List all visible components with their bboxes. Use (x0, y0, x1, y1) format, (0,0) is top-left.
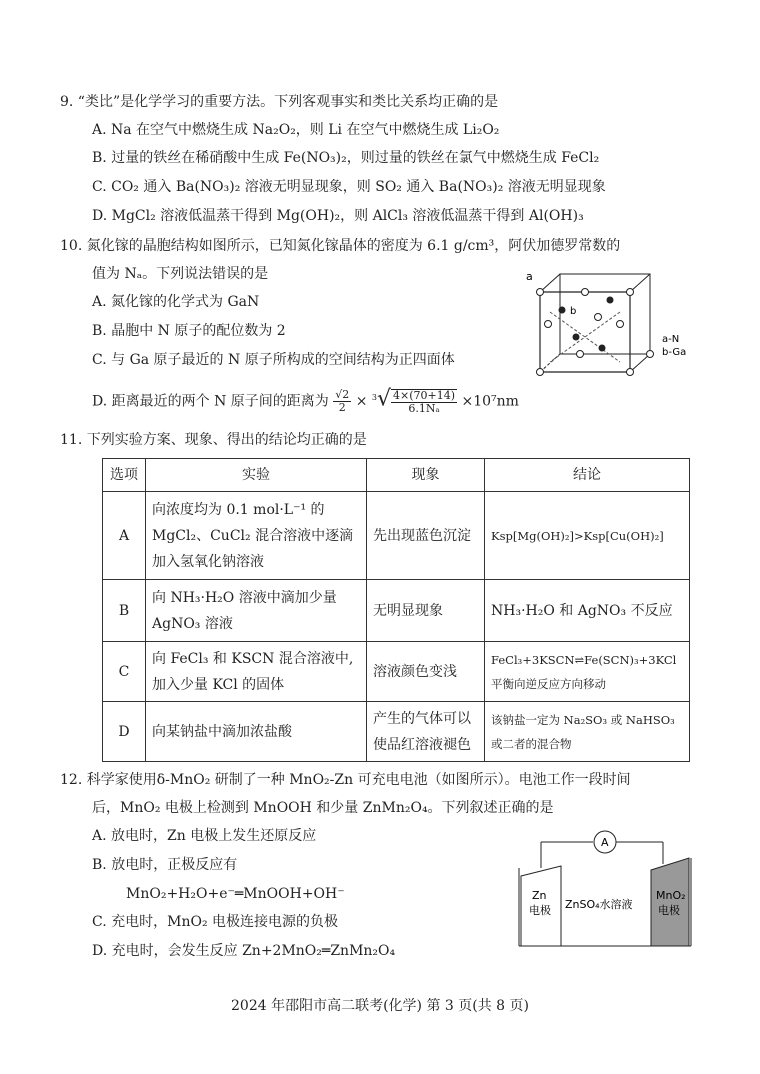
row-b-conclusion: NH₃·H₂O 和 AgNO₃ 不反应 (485, 580, 690, 642)
row-a-experiment: 向浓度均为 0.1 mol·L⁻¹ 的 MgCl₂、CuCl₂ 混合溶液中逐滴加入氢氧化钠溶液 (146, 492, 367, 580)
q10-d-frac1: $\frac{√2}{2}$ (335, 388, 350, 415)
q12-stem-cont: 后，MnO₂ 电极上检测到 MnOOH 和少量 ZnMn₂O₄。下列叙述正确的是 (92, 800, 554, 816)
q10-d-times: × (355, 393, 368, 410)
q12-option-d: D. 充电时，会发生反应 Zn+2MnO₂═ZnMn₂O₄ (92, 943, 396, 959)
q11-stem: 11. 下列实验方案、现象、得出的结论均正确的是 (60, 432, 367, 448)
q12-option-c: C. 充电时，MnO₂ 电极连接电源的负极 (92, 914, 339, 930)
header-option: 选项 (103, 459, 146, 492)
q11-table (102, 458, 690, 762)
mno2-electrode-label: MnO₂ (656, 889, 686, 902)
row-b-experiment: 向 NH₃·H₂O 溶液中滴加少量 AgNO₃ 溶液 (146, 580, 367, 642)
q10-stem: 10. 氮化镓的晶胞结构如图所示，已知氮化镓晶体的密度为 6.1 g/cm³，阿伏加德罗常数的 (60, 238, 621, 254)
q10-d-frac2: $\frac{4\times(70+14)}{\text{6.1Nₐ}}$ (393, 388, 456, 415)
row-d-phenomenon: 产生的气体可以使品红溶液褪色 (367, 702, 485, 762)
q10-stem-cont: 值为 Nₐ。下列说法错误的是 (92, 266, 269, 282)
crystal-cell-figure (520, 262, 700, 382)
legend-a: a-N (662, 334, 680, 345)
table-row (103, 642, 690, 702)
row-d-conclusion: 该钠盐一定为 Na₂SO₃ 或 NaHSO₃ 或二者的混合物 (485, 702, 690, 762)
mno2-electrode-label-2: 电极 (658, 904, 680, 917)
header-phenomenon: 现象 (367, 459, 485, 492)
q9-stem: 9. “类比”是化学学习的重要方法。下列客观事实和类比关系均正确的是 (60, 94, 499, 110)
q10-d-suffix: ×10⁷nm (461, 393, 519, 410)
electrolyte-label: ZnSO₄水溶液 (565, 898, 633, 911)
battery-figure (515, 828, 695, 953)
q12-option-b-equation: MnO₂+H₂O+e⁻═MnOOH+OH⁻ (126, 886, 345, 902)
q10-d-root-index: 3 (371, 393, 377, 402)
q10-option-d: D. 距离最近的两个 N 原子间的距离为 $\frac{√2}{2}$ × $^3$√ $\frac{4\times(70+14)}{\text{6.1Nₐ}}$ ×10⁷nm (92, 386, 519, 415)
q10-option-b: B. 晶胞中 N 原子的配位数为 2 (92, 323, 286, 339)
row-c-phenomenon: 溶液颜色变浅 (367, 642, 485, 702)
ammeter-label: A (601, 836, 609, 849)
row-c-experiment: 向 FeCl₃ 和 KSCN 混合溶液中,加入少量 KCl 的固体 (146, 642, 367, 702)
fig-label-b: b (570, 306, 577, 317)
header-conclusion: 结论 (485, 459, 690, 492)
row-c-option: C (103, 642, 146, 702)
zn-electrode-label: Zn (532, 889, 547, 902)
row-a-option: A (103, 492, 146, 580)
q10-d-prefix: D. 距离最近的两个 N 原子间的距离为 (92, 393, 329, 410)
row-b-phenomenon: 无明显现象 (367, 580, 485, 642)
row-b-option: B (103, 580, 146, 642)
legend-b: b-Ga (662, 347, 687, 358)
q10-option-a: A. 氮化镓的化学式为 GaN (92, 294, 260, 310)
q9-option-b: B. 过量的铁丝在稀硝酸中生成 Fe(NO₃)₂，则过量的铁丝在氯气中燃烧生成 FeCl₂ (92, 150, 600, 166)
header-experiment: 实验 (146, 459, 367, 492)
table-header-row (103, 459, 690, 492)
zn-electrode-label-2: 电极 (529, 904, 551, 917)
row-a-conclusion: Ksp[Mg(OH)₂]>Ksp[Cu(OH)₂] (485, 492, 690, 580)
row-d-option: D (103, 702, 146, 762)
row-c-conclusion: FeCl₃+3KSCN⇌Fe(SCN)₃+3KCl 平衡向逆反应方向移动 (485, 642, 690, 702)
q12-stem: 12. 科学家使用δ-MnO₂ 研制了一种 MnO₂-Zn 可充电电池（如图所示）。电池工作一段时间 (60, 772, 631, 788)
row-d-experiment: 向某钠盐中滴加浓盐酸 (146, 702, 367, 762)
q12-option-a: A. 放电时，Zn 电极上发生还原反应 (92, 828, 317, 844)
fig-label-a: a (526, 270, 533, 283)
table-row (103, 492, 690, 580)
q9-option-a: A. Na 在空气中燃烧生成 Na₂O₂，则 Li 在空气中燃烧生成 Li₂O₂ (92, 122, 500, 138)
page-footer: 2024 年邵阳市高二联考(化学) 第 3 页(共 8 页) (231, 998, 529, 1014)
q12-option-b: B. 放电时，正极反应有 (92, 857, 238, 873)
row-a-phenomenon: 先出现蓝色沉淀 (367, 492, 485, 580)
q9-option-c: C. CO₂ 通入 Ba(NO₃)₂ 溶液无明显现象，则 SO₂ 通入 Ba(NO₃)₂ 溶液无明显现象 (92, 179, 606, 195)
table-row (103, 702, 690, 762)
q9-option-d: D. MgCl₂ 溶液低温蒸干得到 Mg(OH)₂，则 AlCl₃ 溶液低温蒸干得到 Al(OH)₃ (92, 208, 584, 224)
table-row (103, 580, 690, 642)
q10-option-c: C. 与 Ga 原子最近的 N 原子所构成的空间结构为正四面体 (92, 352, 455, 368)
